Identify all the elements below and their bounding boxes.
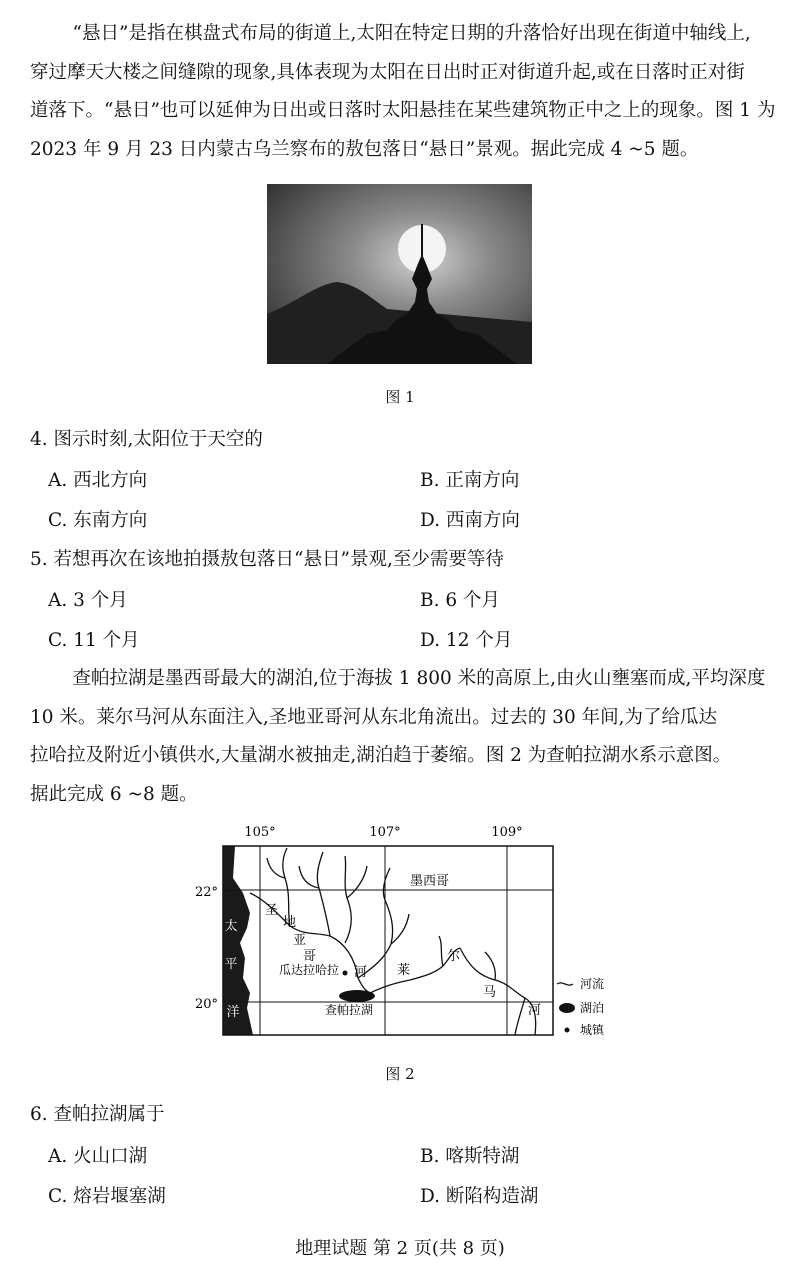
ocean-label-3: 洋 [226, 1005, 240, 1020]
q5-option-b[interactable]: B. 6 个月 [420, 590, 501, 611]
lon-label-107: 107° [369, 825, 401, 840]
q6-option-d[interactable]: D. 断陷构造湖 [420, 1186, 539, 1207]
lon-label-109: 109° [491, 825, 523, 840]
q5-option-d[interactable]: D. 12 个月 [420, 630, 513, 651]
passage-1 [30, 15, 782, 169]
country-label: 墨西哥 [410, 874, 450, 889]
q5-option-a[interactable]: A. 3 个月 [48, 590, 128, 611]
ocean-label-1: 太 [224, 919, 238, 934]
legend-river: 河流 [580, 977, 605, 991]
river-santiago-5: 河 [354, 965, 368, 980]
figure-2-caption: 图 2 [385, 1065, 415, 1083]
legend-town-icon [565, 1028, 570, 1033]
q4-option-b[interactable]: B. 正南方向 [420, 470, 520, 491]
lake-label: 查帕拉湖 [325, 1003, 374, 1017]
q6-option-c[interactable]: C. 熔岩堰塞湖 [48, 1186, 166, 1207]
lon-label-105: 105° [244, 825, 276, 840]
lat-label-20: 20° [195, 997, 218, 1012]
river-santiago-4: 哥 [303, 949, 317, 964]
river-santiago-1: 圣 [265, 903, 279, 918]
passage-2-line-3: 拉哈拉及附近小镇供水,大量湖水被抽走,湖泊趋于萎缩。图 2 为查帕拉湖水系示意图。 [30, 745, 732, 766]
q6-option-a[interactable]: A. 火山口湖 [48, 1146, 148, 1167]
q6-option-b[interactable]: B. 喀斯特湖 [420, 1146, 520, 1167]
legend-town: 城镇 [580, 1023, 605, 1037]
river-lerma-4: 河 [528, 1003, 542, 1018]
river-lerma-3: 马 [483, 985, 497, 1000]
legend-lake-icon [559, 1003, 575, 1013]
figure-1-caption: 图 1 [385, 388, 415, 406]
lake-chapala [339, 990, 375, 1002]
question-4-stem: 4. 图示时刻,太阳位于天空的 [30, 429, 263, 450]
q4-option-c[interactable]: C. 东南方向 [48, 510, 148, 531]
passage-1-line-2: 穿过摩天大楼之间缝隙的现象,具体表现为太阳在日出时正对街道升起,或在日落时正对街 [30, 61, 745, 83]
city-guadalajara-dot [343, 971, 348, 976]
lat-label-22: 22° [195, 885, 218, 900]
question-5-stem: 5. 若想再次在该地拍摄敖包落日“悬日”景观,至少需要等待 [30, 549, 504, 570]
passage-2-line-2: 10 米。莱尔马河从东面注入,圣地亚哥河从东北角流出。过去的 30 年间,为了给瓜达 [30, 706, 717, 728]
city-label: 瓜达拉哈拉 [279, 963, 340, 977]
sunset-obo-photo [267, 184, 532, 364]
q5-option-c[interactable]: C. 11 个月 [48, 630, 140, 651]
passage-1-line-1: “悬日”是指在棋盘式布局的街道上,太阳在特定日期的升落恰好出现在街道中轴线上, [72, 23, 751, 44]
q4-option-a[interactable]: A. 西北方向 [48, 470, 148, 491]
question-6-stem: 6. 查帕拉湖属于 [30, 1104, 165, 1125]
passage-2-line-4: 据此完成 6 ~8 题。 [30, 783, 198, 805]
passage-1-line-3: 道落下。“悬日”也可以延伸为日出或日落时太阳悬挂在某些建筑物正中之上的现象。图 1 为 [30, 100, 776, 121]
q4-option-d[interactable]: D. 西南方向 [420, 510, 520, 531]
legend-river-icon [557, 983, 573, 985]
chapala-map [195, 818, 625, 1048]
ocean-label-2: 平 [224, 957, 238, 972]
map-frame [223, 846, 553, 1035]
passage-1-line-4: 2023 年 9 月 23 日内蒙古乌兰察布的敖包落日“悬日”景观。据此完成 4 ~5 题。 [30, 138, 699, 160]
river-santiago-3: 亚 [293, 933, 307, 948]
passage-2 [30, 660, 782, 814]
river-lerma-1: 莱 [397, 963, 411, 978]
passage-2-line-1: 查帕拉湖是墨西哥最大的湖泊,位于海拔 1 800 米的高原上,由火山壅塞而成,平均深度 [72, 668, 766, 689]
river-santiago-2: 地 [283, 915, 297, 930]
legend-lake: 湖泊 [580, 1001, 605, 1015]
page-footer: 地理试题 第 2 页(共 8 页) [295, 1238, 505, 1259]
river-lerma-2: 尔 [447, 949, 461, 964]
